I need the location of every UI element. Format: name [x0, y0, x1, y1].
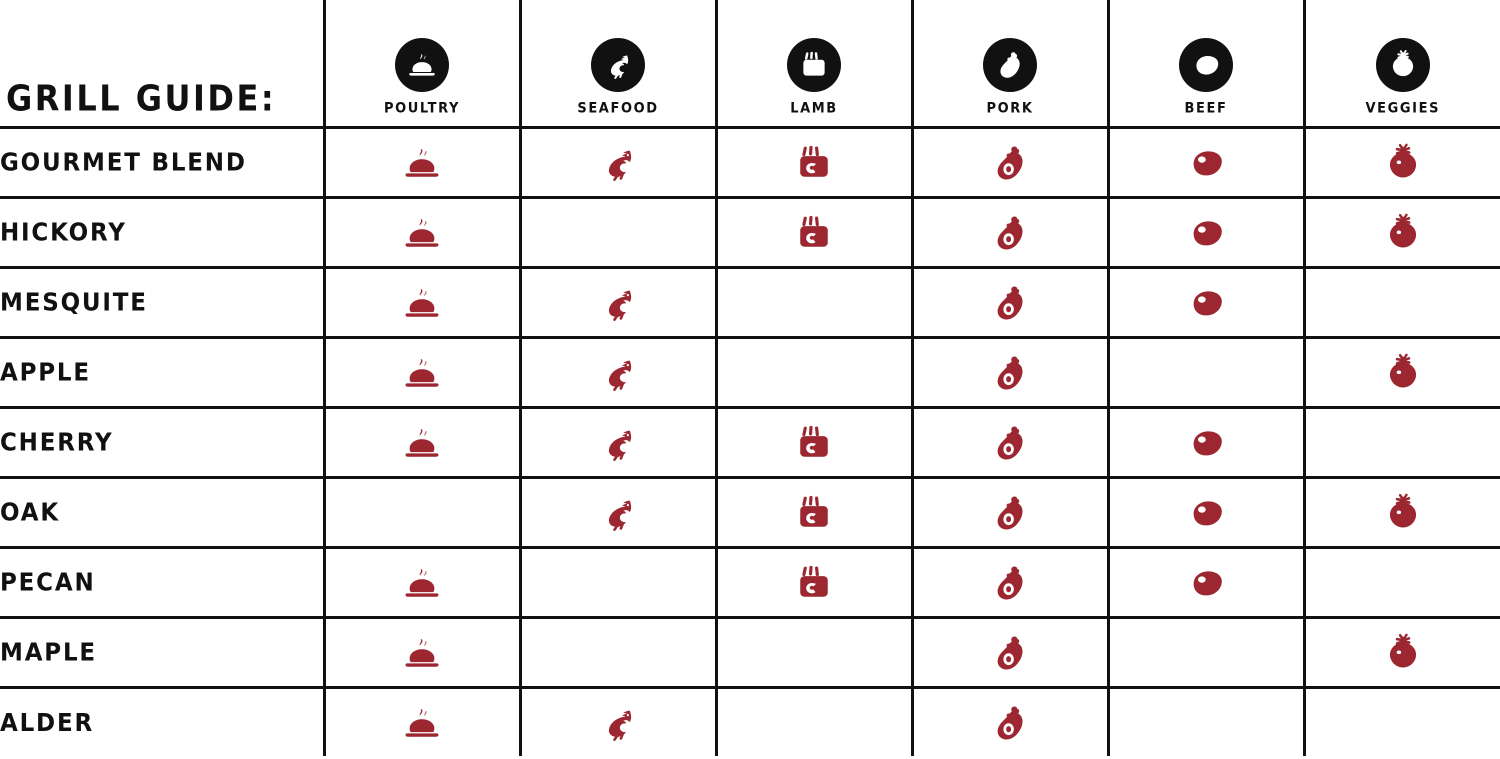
cell-pecan-seafood [520, 548, 716, 618]
cell-gourmet-blend-seafood [520, 128, 716, 198]
ham-icon [914, 344, 1107, 402]
ham-icon [914, 484, 1107, 542]
shrimp-icon [591, 38, 645, 92]
column-header-pork [912, 0, 1108, 128]
cell-maple-lamb [716, 618, 912, 688]
cell-apple-beef [1108, 338, 1304, 408]
cell-cherry-poultry [324, 408, 520, 478]
cell-gourmet-blend-veggies [1304, 128, 1500, 198]
table-row [0, 198, 1500, 268]
column-header-beef [1108, 0, 1304, 128]
tomato-icon [1306, 134, 1500, 192]
empty-cell [1306, 414, 1500, 472]
column-header-lamb [716, 0, 912, 128]
cell-pecan-pork [912, 548, 1108, 618]
cell-alder-lamb [716, 688, 912, 757]
row-label-hickory: HICKORY [0, 194, 324, 271]
cell-gourmet-blend-lamb [716, 128, 912, 198]
table-row [0, 618, 1500, 688]
cell-mesquite-veggies [1304, 268, 1500, 338]
cell-maple-seafood [520, 618, 716, 688]
ham-icon [914, 694, 1107, 752]
tomato-icon [1306, 624, 1500, 682]
shrimp-icon [522, 274, 715, 332]
column-header-seafood [520, 0, 716, 128]
column-header-poultry [324, 0, 520, 128]
cell-alder-poultry [324, 688, 520, 757]
cell-mesquite-seafood [520, 268, 716, 338]
lamb-chop-icon [718, 554, 911, 612]
page-title: GRILL GUIDE: [6, 80, 276, 116]
empty-cell [1110, 694, 1303, 752]
ham-icon [914, 624, 1107, 682]
ham-icon [914, 134, 1107, 192]
poultry-icon [326, 344, 519, 402]
table-row [0, 688, 1500, 757]
cell-apple-seafood [520, 338, 716, 408]
lamb-chop-icon [718, 414, 911, 472]
row-label-alder: ALDER [0, 684, 324, 759]
cell-cherry-beef [1108, 408, 1304, 478]
poultry-icon [326, 414, 519, 472]
table-row [0, 268, 1500, 338]
cell-oak-veggies [1304, 478, 1500, 548]
ham-icon [914, 414, 1107, 472]
cell-gourmet-blend-pork [912, 128, 1108, 198]
cell-maple-veggies [1304, 618, 1500, 688]
tomato-icon [1306, 484, 1500, 542]
column-header-label: SEAFOOD [577, 100, 658, 116]
shrimp-icon [522, 344, 715, 402]
poultry-icon [326, 274, 519, 332]
column-header-label: BEEF [1185, 100, 1228, 116]
column-header-label: POULTRY [384, 100, 460, 116]
cell-mesquite-lamb [716, 268, 912, 338]
cell-pecan-beef [1108, 548, 1304, 618]
empty-cell [718, 344, 911, 402]
ham-icon [983, 38, 1037, 92]
cell-maple-beef [1108, 618, 1304, 688]
empty-cell [718, 624, 911, 682]
row-label-mesquite: MESQUITE [0, 264, 324, 341]
lamb-chop-icon [718, 134, 911, 192]
lamb-chop-icon [718, 204, 911, 262]
steak-icon [1110, 204, 1303, 262]
row-label-pecan: PECAN [0, 544, 324, 621]
cell-oak-poultry [324, 478, 520, 548]
empty-cell [326, 484, 519, 542]
poultry-icon [395, 38, 449, 92]
poultry-icon [326, 554, 519, 612]
shrimp-icon [522, 484, 715, 542]
cell-alder-beef [1108, 688, 1304, 757]
table-row [0, 338, 1500, 408]
empty-cell [718, 694, 911, 752]
cell-alder-seafood [520, 688, 716, 757]
row-label-gourmet-blend: GOURMET BLEND [0, 124, 324, 201]
table-row [0, 128, 1500, 198]
empty-cell [718, 274, 911, 332]
cell-pecan-veggies [1304, 548, 1500, 618]
empty-cell [1110, 624, 1303, 682]
ham-icon [914, 274, 1107, 332]
tomato-icon [1376, 38, 1430, 92]
steak-icon [1110, 484, 1303, 542]
cell-alder-veggies [1304, 688, 1500, 757]
empty-cell [522, 204, 715, 262]
row-label-cherry: CHERRY [0, 404, 324, 481]
column-header-label: LAMB [790, 100, 838, 116]
cell-pecan-lamb [716, 548, 912, 618]
cell-oak-seafood [520, 478, 716, 548]
row-label-maple: MAPLE [0, 614, 324, 691]
empty-cell [522, 554, 715, 612]
poultry-icon [326, 694, 519, 752]
empty-cell [1306, 274, 1500, 332]
page-title-cell [0, 0, 324, 128]
lamb-chop-icon [787, 38, 841, 92]
cell-apple-pork [912, 338, 1108, 408]
cell-apple-lamb [716, 338, 912, 408]
empty-cell [1110, 344, 1303, 402]
column-header-label: PORK [986, 100, 1033, 116]
cell-cherry-pork [912, 408, 1108, 478]
shrimp-icon [522, 134, 715, 192]
cell-cherry-veggies [1304, 408, 1500, 478]
ham-icon [914, 554, 1107, 612]
table-header-row [0, 0, 1500, 128]
cell-hickory-lamb [716, 198, 912, 268]
empty-cell [1306, 694, 1500, 752]
steak-icon [1110, 414, 1303, 472]
cell-apple-veggies [1304, 338, 1500, 408]
cell-hickory-pork [912, 198, 1108, 268]
table-row [0, 478, 1500, 548]
poultry-icon [326, 624, 519, 682]
cell-hickory-beef [1108, 198, 1304, 268]
steak-icon [1179, 38, 1233, 92]
shrimp-icon [522, 694, 715, 752]
tomato-icon [1306, 344, 1500, 402]
cell-oak-pork [912, 478, 1108, 548]
ham-icon [914, 204, 1107, 262]
cell-oak-lamb [716, 478, 912, 548]
empty-cell [522, 624, 715, 682]
shrimp-icon [522, 414, 715, 472]
cell-hickory-seafood [520, 198, 716, 268]
steak-icon [1110, 134, 1303, 192]
cell-hickory-poultry [324, 198, 520, 268]
column-header-label: VEGGIES [1365, 100, 1440, 116]
cell-mesquite-poultry [324, 268, 520, 338]
cell-hickory-veggies [1304, 198, 1500, 268]
poultry-icon [326, 134, 519, 192]
row-label-oak: OAK [0, 474, 324, 551]
cell-gourmet-blend-poultry [324, 128, 520, 198]
table-row [0, 408, 1500, 478]
cell-cherry-lamb [716, 408, 912, 478]
cell-cherry-seafood [520, 408, 716, 478]
steak-icon [1110, 274, 1303, 332]
cell-apple-poultry [324, 338, 520, 408]
row-label-apple: APPLE [0, 334, 324, 411]
cell-pecan-poultry [324, 548, 520, 618]
cell-maple-poultry [324, 618, 520, 688]
cell-maple-pork [912, 618, 1108, 688]
poultry-icon [326, 204, 519, 262]
tomato-icon [1306, 204, 1500, 262]
column-header-veggies [1304, 0, 1500, 128]
cell-gourmet-blend-beef [1108, 128, 1304, 198]
cell-oak-beef [1108, 478, 1304, 548]
cell-mesquite-pork [912, 268, 1108, 338]
cell-alder-pork [912, 688, 1108, 757]
steak-icon [1110, 554, 1303, 612]
table-row [0, 548, 1500, 618]
empty-cell [1306, 554, 1500, 612]
cell-mesquite-beef [1108, 268, 1304, 338]
lamb-chop-icon [718, 484, 911, 542]
